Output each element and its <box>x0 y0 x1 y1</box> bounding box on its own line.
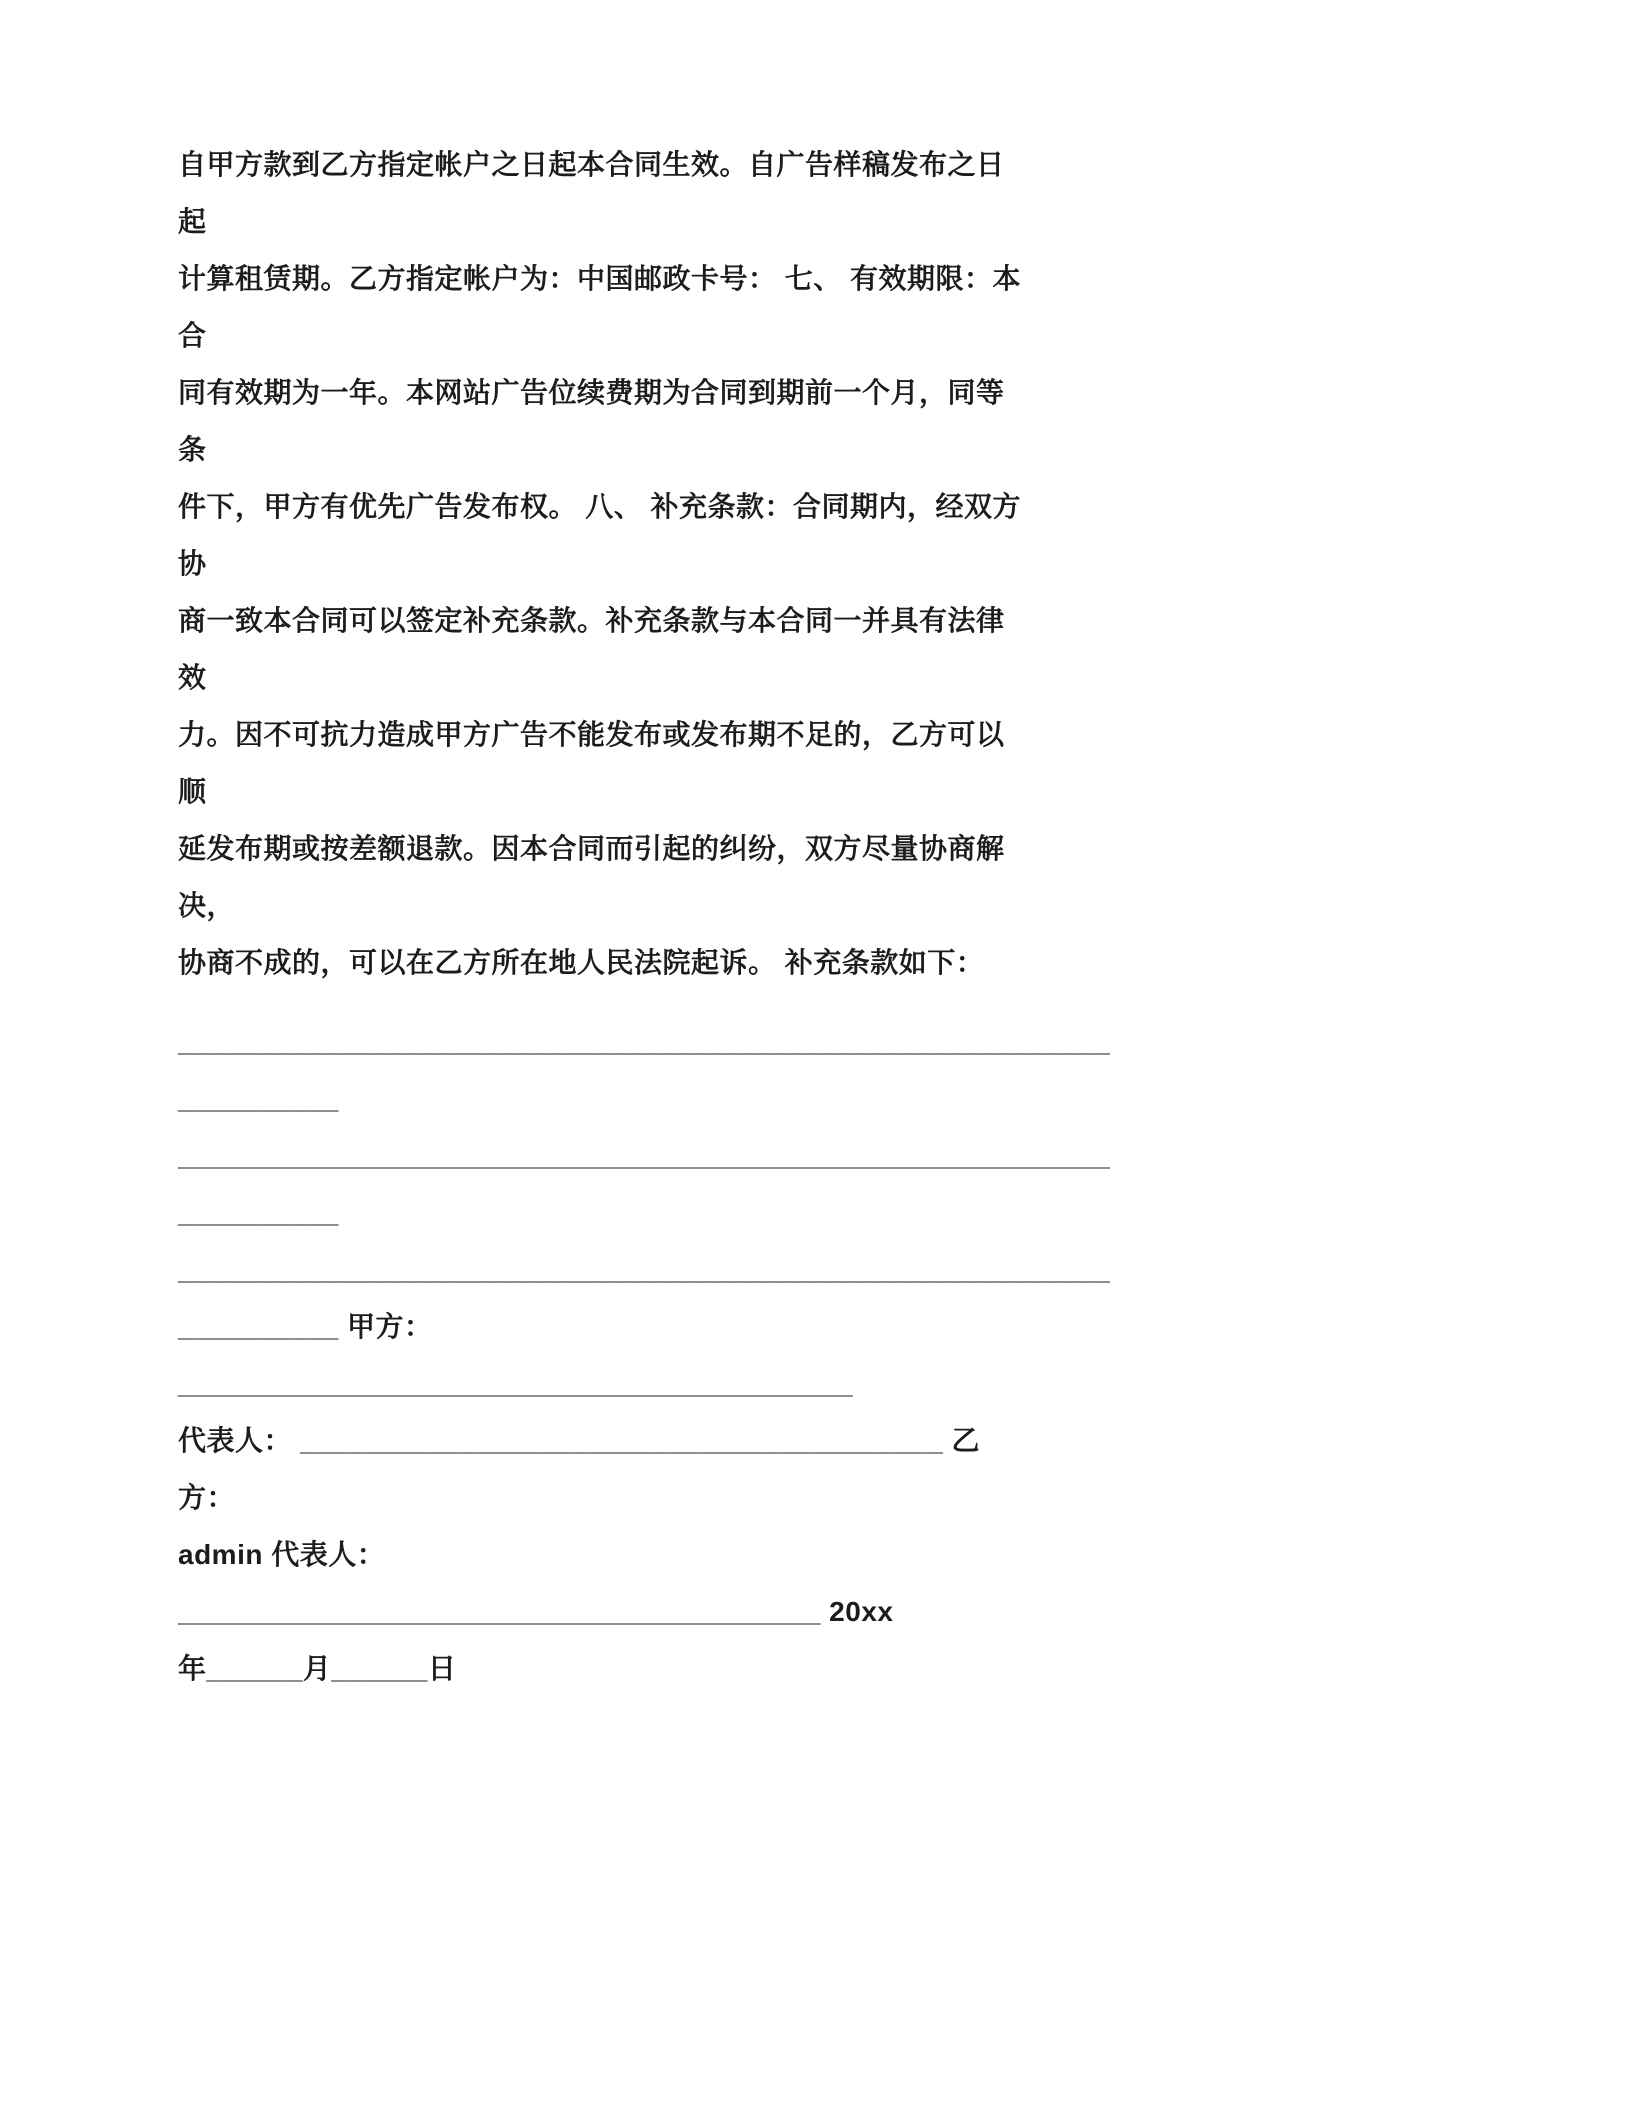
blank-fill-line: __________________________________________________________ <box>178 1140 1111 1171</box>
blank-fill-line: __________________________________________________________ <box>178 1254 1111 1285</box>
contract-body <box>178 136 1111 1697</box>
date-line: 年______月______日 <box>178 1653 457 1684</box>
contract-text-line: 商一致本合同可以签定补充条款。补充条款与本合同一并具有法律效 <box>178 605 1005 693</box>
party-a-representative-line: 代表人： ________________________________________ 乙方： <box>178 1425 980 1513</box>
contract-text-line: 协商不成的，可以在乙方所在地人民法院起诉。 补充条款如下： <box>178 947 985 978</box>
contract-text-line: 同有效期为一年。本网站广告位续费期为合同到期前一个月，同等条 <box>178 377 1005 465</box>
contract-text-line: 力。因不可抗力造成甲方广告不能发布或发布期不足的，乙方可以顺 <box>178 719 1005 807</box>
blank-fill-line: __________________________________________________________ <box>178 1026 1111 1057</box>
contract-text-line: 计算租赁期。乙方指定帐户为：中国邮政卡号： 七、 有效期限：本合 <box>178 263 1022 351</box>
blank-fill-line: __________ <box>178 1197 339 1228</box>
party-b-representative-line: admin 代表人： ________________________________________ 20xx <box>178 1539 894 1627</box>
party-a-signature-line: __________ 甲方： __________________________________________ <box>178 1311 854 1399</box>
contract-text-line: 自甲方款到乙方指定帐户之日起本合同生效。自广告样稿发布之日起 <box>178 149 1005 237</box>
contract-text-line: 件下，甲方有优先广告发布权。 八、 补充条款：合同期内，经双方协 <box>178 491 1022 579</box>
contract-text-line: 延发布期或按差额退款。因本合同而引起的纠纷，双方尽量协商解决， <box>178 833 1005 921</box>
blank-fill-line: __________ <box>178 1083 339 1114</box>
